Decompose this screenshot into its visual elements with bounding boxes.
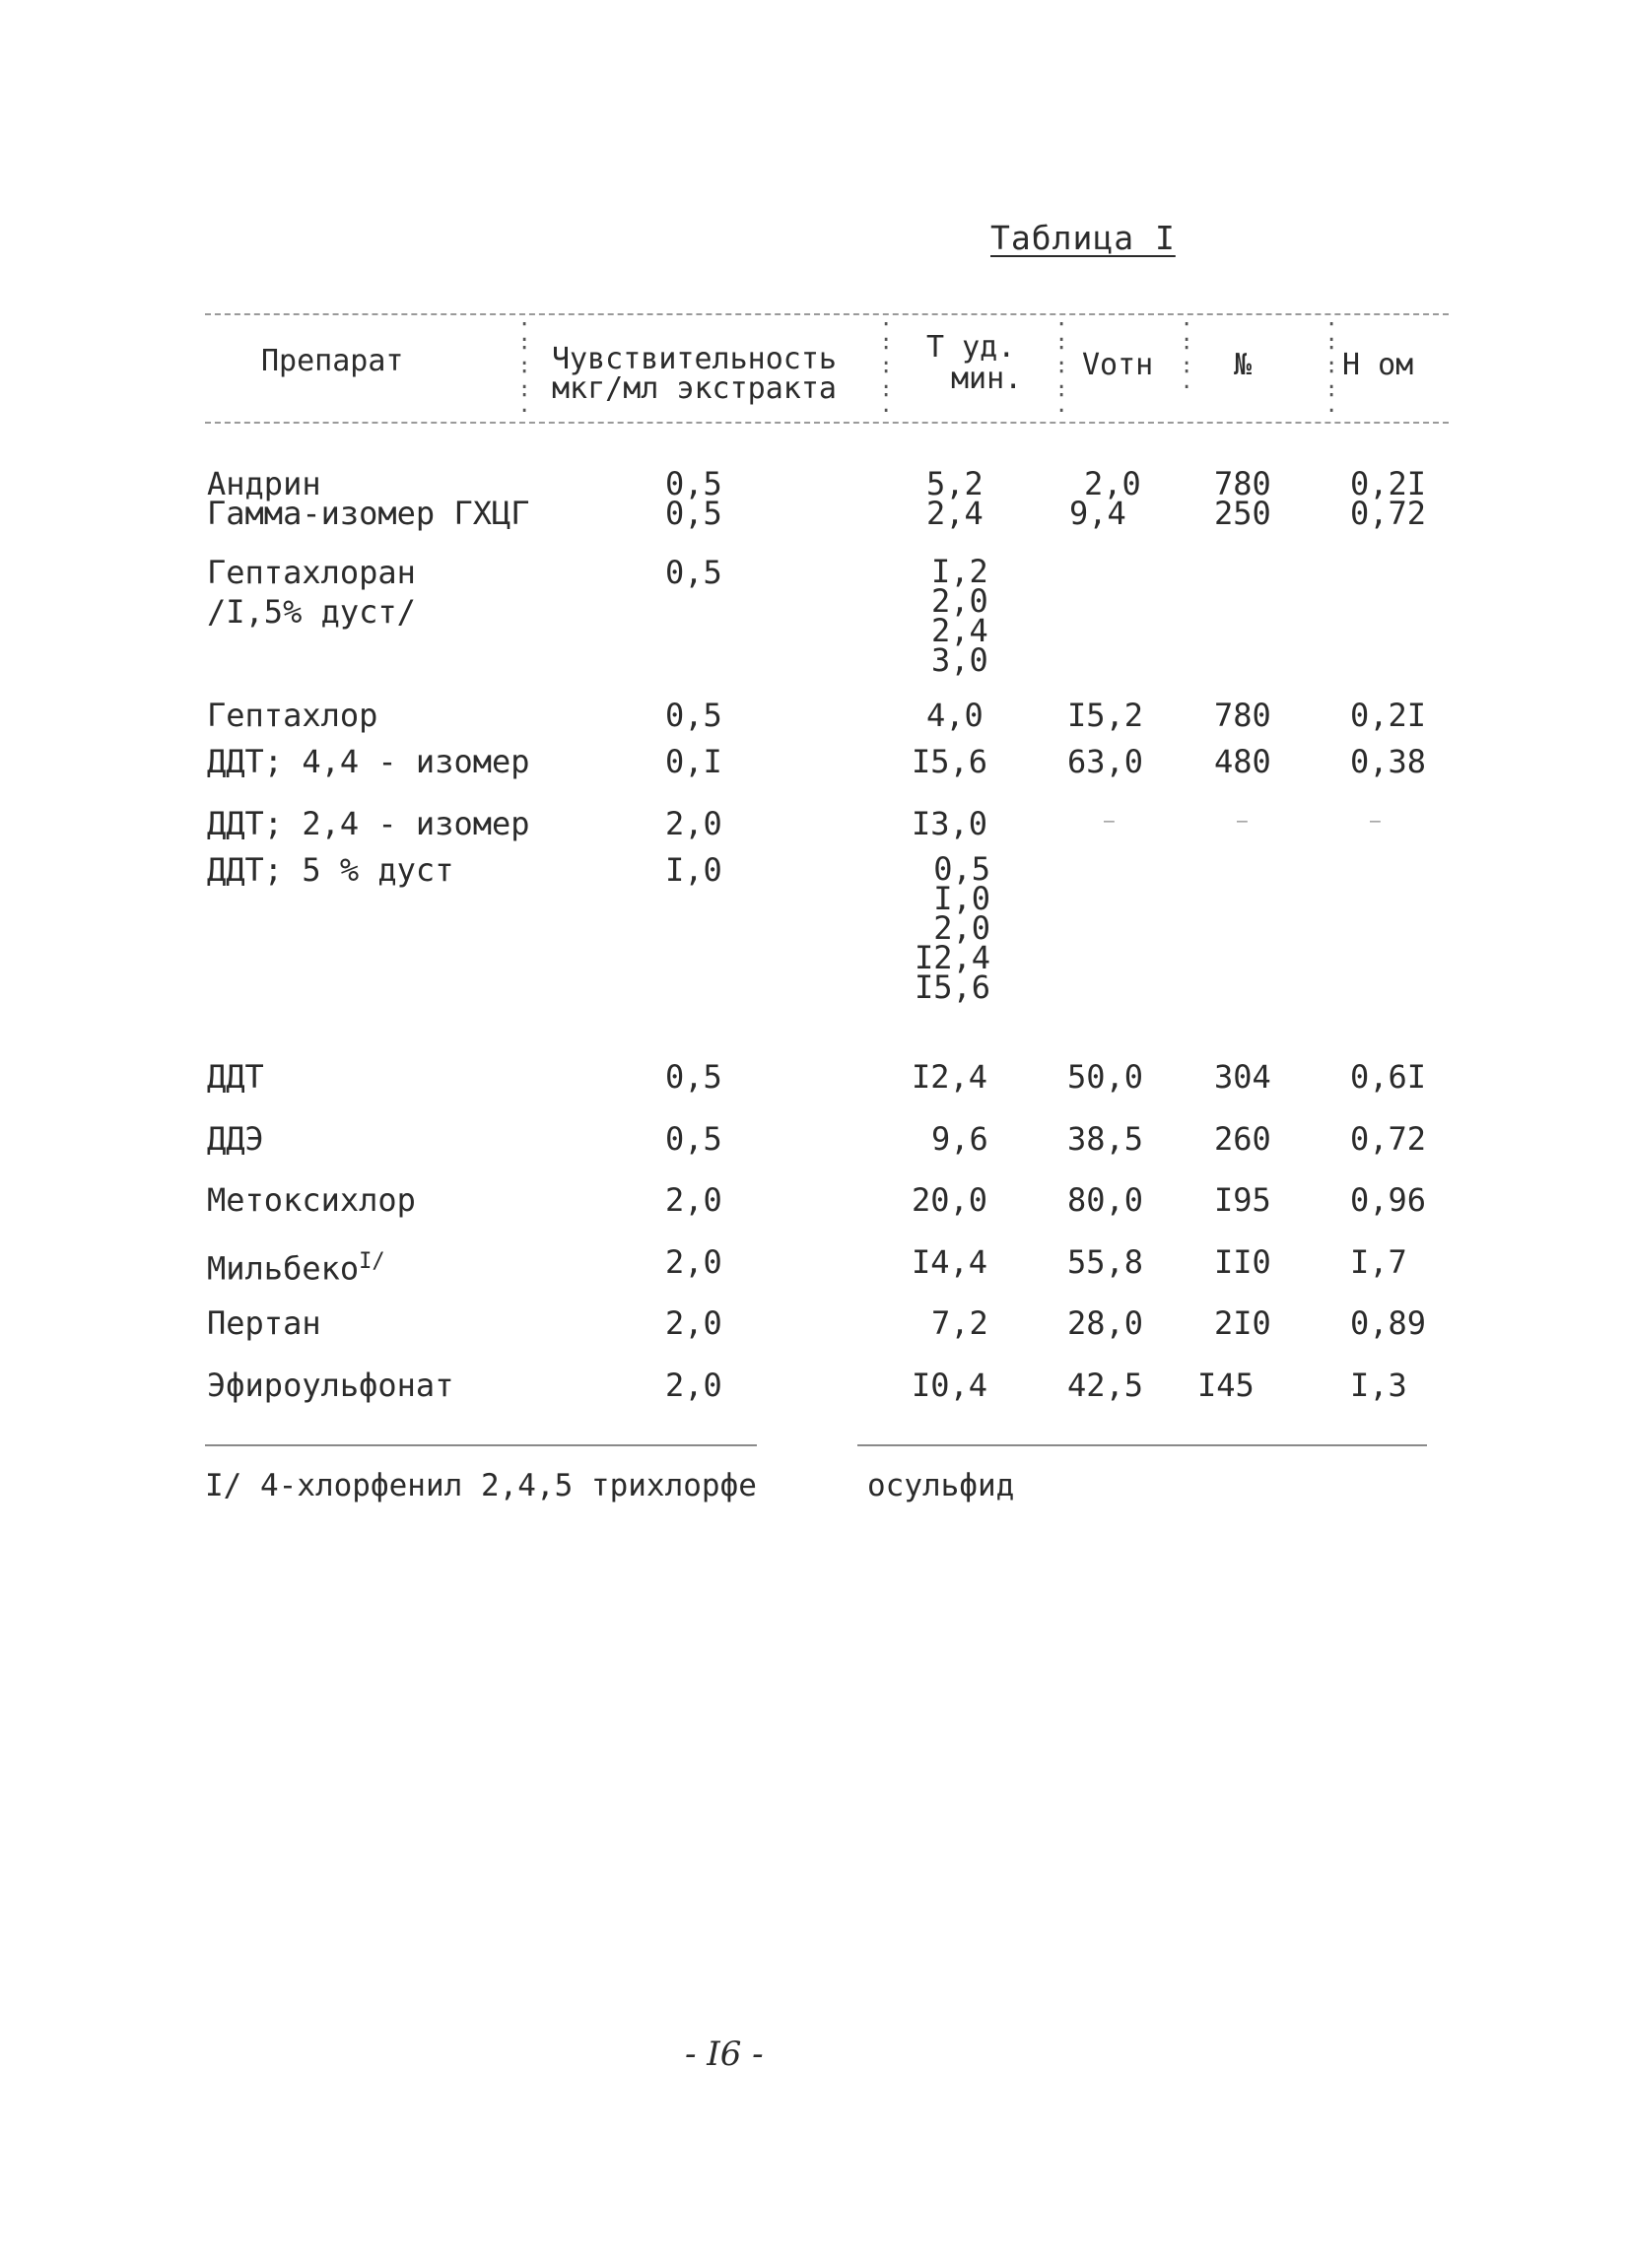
row-sensitivity: 2,0: [665, 1243, 722, 1281]
row-retention: I0,4: [912, 1367, 988, 1404]
row-sensitivity: 0,I: [665, 743, 722, 780]
row-vrel: 38,5: [1067, 1120, 1144, 1158]
row-retention: 4,0: [926, 697, 984, 734]
row-number: 260: [1214, 1120, 1271, 1158]
row-retention: 2,4: [926, 495, 984, 532]
column-separator: ⁚ ⁚ ⁚ ⁚: [1327, 318, 1336, 419]
row-vrel: 28,0: [1067, 1304, 1144, 1342]
row-vrel: 42,5: [1067, 1367, 1144, 1404]
row-drug-name: Пертан: [207, 1304, 321, 1342]
row-sensitivity: 0,5: [665, 1058, 722, 1096]
row-number: 304: [1214, 1058, 1271, 1096]
row-number: 250: [1214, 495, 1271, 532]
row-sensitivity: I,0: [665, 851, 722, 889]
row-number: I45: [1197, 1367, 1255, 1404]
row-h: 0,2I: [1350, 697, 1427, 734]
row-sensitivity: 2,0: [665, 1367, 722, 1404]
row-h: 0,6I: [1350, 1058, 1427, 1096]
row-number: 780: [1214, 465, 1271, 502]
row-retention: I3,0: [912, 805, 988, 842]
row-drug-name: [207, 1246, 385, 1288]
row-h: –: [1370, 811, 1381, 832]
row-sensitivity: 0,5: [665, 495, 722, 532]
header-drug: Препарат: [261, 344, 404, 378]
row-drug-name: Метоксихлор: [207, 1181, 416, 1219]
row-drug-name: ДДЭ: [207, 1120, 264, 1158]
row-drug-name: Гамма-изомер ГХЦГ: [207, 495, 530, 532]
row-retention: I5,6: [912, 743, 988, 780]
row-drug-name: ДДТ: [207, 1058, 264, 1096]
column-separator: ⁚ ⁚ ⁚ ⁚: [520, 318, 529, 419]
header-h-om: Н ом: [1342, 348, 1414, 382]
header-number: №: [1234, 348, 1253, 382]
row-h: 0,89: [1350, 1304, 1427, 1342]
row-retention-value: 2,0: [933, 909, 990, 947]
row-retention-value: 2,0: [931, 582, 988, 620]
row-sensitivity: 0,5: [665, 554, 722, 591]
row-retention: 5,2: [926, 465, 984, 502]
row-number: 2I0: [1214, 1304, 1271, 1342]
row-sensitivity: 2,0: [665, 805, 722, 842]
row-retention: 9,6: [931, 1120, 988, 1158]
row-h: 0,96: [1350, 1181, 1427, 1219]
header-bottom-rule: [205, 422, 1449, 424]
row-vrel: 55,8: [1067, 1243, 1144, 1281]
row-number: 480: [1214, 743, 1271, 780]
row-h: 0,2I: [1350, 465, 1427, 502]
row-retention: I4,4: [912, 1243, 988, 1281]
row-retention-value: I,0: [933, 880, 990, 917]
header-retention-line2: мин.: [951, 362, 1023, 396]
row-retention: 7,2: [931, 1304, 988, 1342]
row-h: 0,38: [1350, 743, 1427, 780]
table-title: Таблица I: [990, 219, 1176, 257]
row-retention-value: 0,5: [933, 850, 990, 888]
row-drug-name: Эфироульфонат: [207, 1367, 454, 1404]
row-h: 0,72: [1350, 495, 1427, 532]
footnote-marker: I/: [359, 1249, 385, 1274]
footnote-rule-right: [857, 1444, 1427, 1446]
row-retention-stack: [931, 553, 988, 679]
footnote-rule-left: [205, 1444, 757, 1446]
row-vrel: –: [1104, 811, 1115, 832]
row-retention-value: 3,0: [931, 641, 988, 679]
row-h: I,7: [1350, 1243, 1407, 1281]
row-drug-name: ДДТ; 4,4 - изомер: [207, 743, 530, 780]
header-sensitivity-line2: мкг/мл экстракта: [552, 371, 837, 406]
row-retention-value: 2,4: [931, 612, 988, 649]
row-number: –: [1237, 811, 1248, 832]
row-vrel: 2,0: [1084, 465, 1141, 502]
row-sensitivity: 2,0: [665, 1181, 722, 1219]
row-number: II0: [1214, 1243, 1271, 1281]
row-retention-stack: [912, 850, 990, 1006]
row-h: 0,72: [1350, 1120, 1427, 1158]
row-drug-name: Гептахлор: [207, 697, 378, 734]
row-retention-value: I,2: [931, 553, 988, 590]
row-sensitivity: 0,5: [665, 465, 722, 502]
row-h: I,3: [1350, 1367, 1407, 1404]
row-vrel: 9,4: [1069, 495, 1126, 532]
row-number: I95: [1214, 1181, 1271, 1219]
column-separator: ⁚ ⁚ ⁚: [1183, 318, 1191, 395]
row-vrel: 63,0: [1067, 743, 1144, 780]
row-drug-name: ДДТ; 5 % дуст: [207, 851, 454, 889]
row-sensitivity: 0,5: [665, 1120, 722, 1158]
header-top-rule: [205, 313, 1449, 315]
row-vrel: 50,0: [1067, 1058, 1144, 1096]
row-vrel: 80,0: [1067, 1181, 1144, 1219]
row-number: 780: [1214, 697, 1271, 734]
page-number: - I6 -: [685, 2035, 764, 2074]
header-vrel: Vотн: [1082, 348, 1154, 382]
row-vrel: I5,2: [1067, 697, 1144, 734]
row-drug-name: Гептахлоран: [207, 554, 416, 591]
row-retention-value: I2,4: [914, 939, 990, 976]
row-drug-name: Андрин: [207, 465, 321, 502]
footnote-right: осульфид: [867, 1468, 1015, 1503]
row-drug-name-text: Мильбеко: [207, 1249, 360, 1288]
row-retention-value: I5,6: [914, 968, 990, 1006]
column-separator: ⁚ ⁚ ⁚ ⁚: [1057, 318, 1066, 419]
footnote-left: I/ 4-хлорфенил 2,4,5 трихлорфе: [205, 1468, 757, 1503]
header-retention-line1: Т уд.: [926, 330, 1016, 365]
row-drug-name-note: /I,5% дуст/: [207, 593, 416, 631]
row-retention: I2,4: [912, 1058, 988, 1096]
row-sensitivity: 2,0: [665, 1304, 722, 1342]
row-drug-name: ДДТ; 2,4 - изомер: [207, 805, 530, 842]
column-separator: ⁚ ⁚ ⁚ ⁚: [882, 318, 891, 419]
header-sensitivity-line1: Чувствительность: [552, 342, 837, 376]
row-retention: 20,0: [912, 1181, 988, 1219]
row-sensitivity: 0,5: [665, 697, 722, 734]
